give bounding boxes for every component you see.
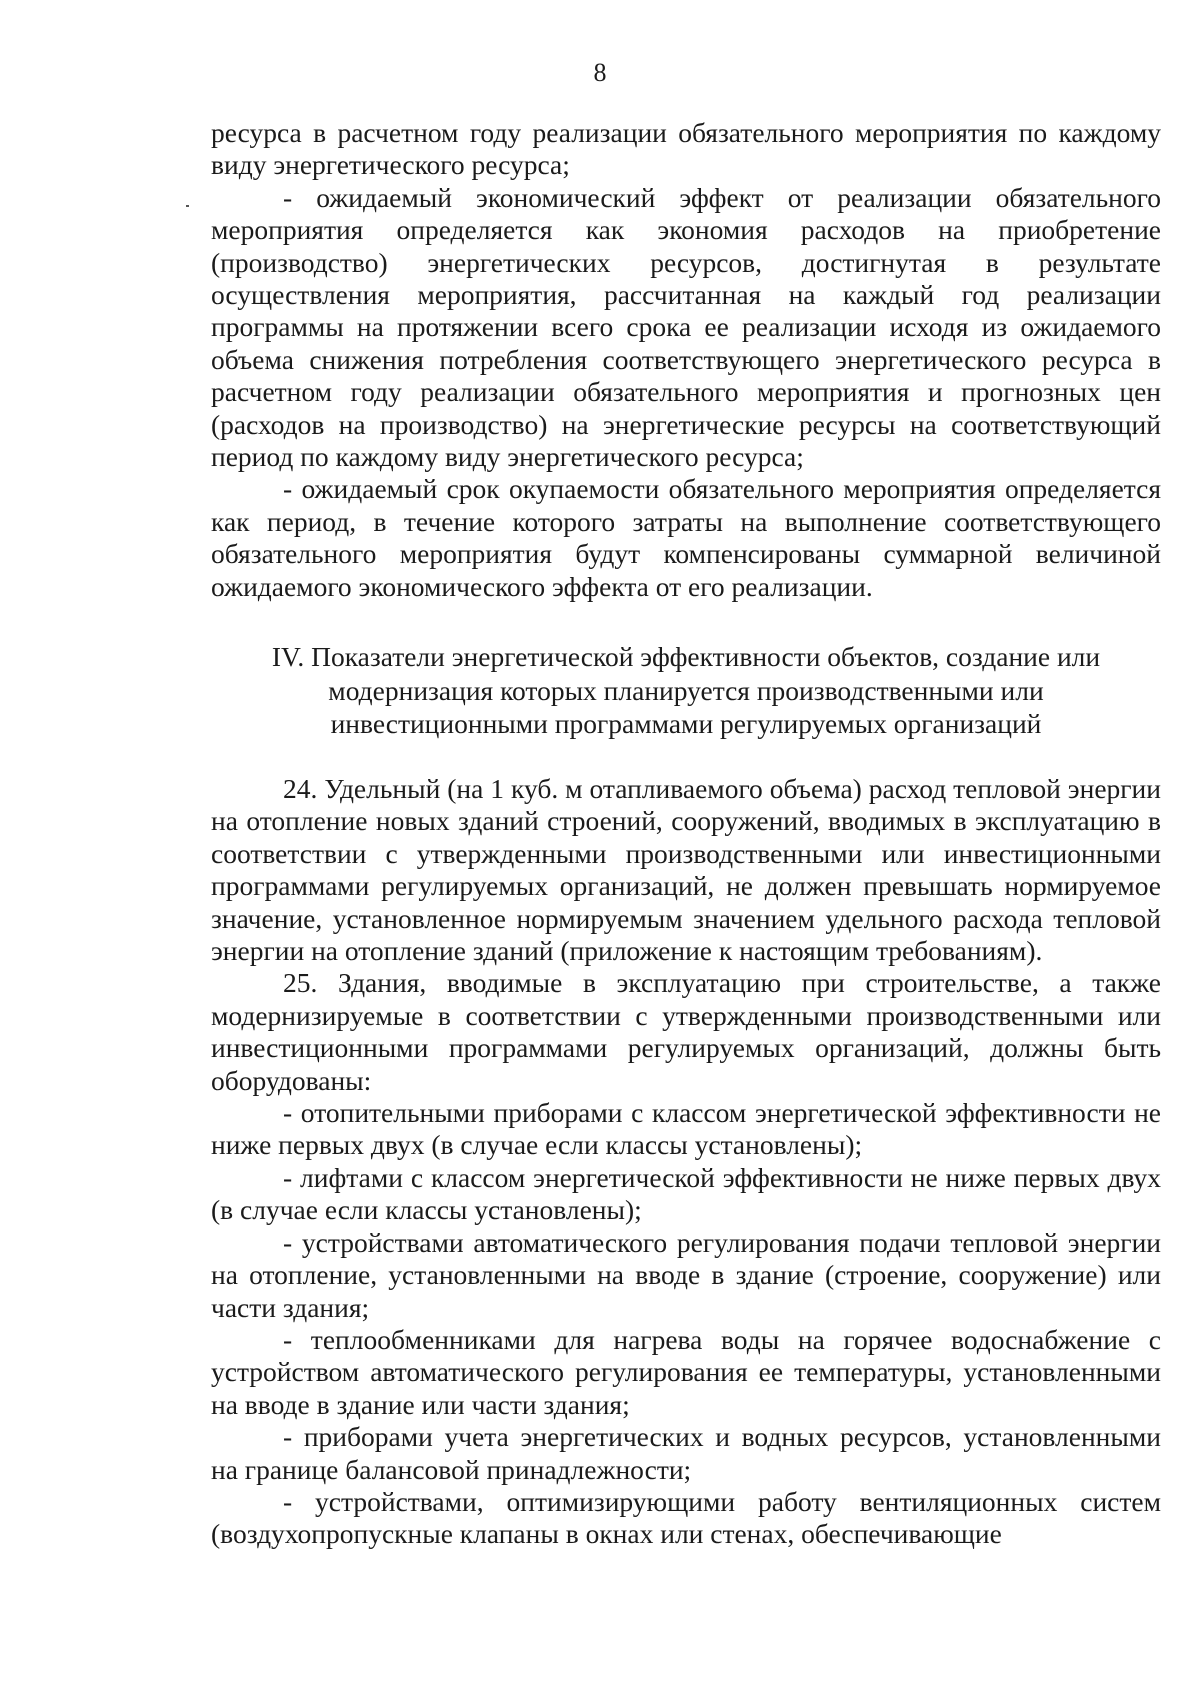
paragraph-24: 24. Удельный (на 1 куб. м отапливаемого объема) расход тепловой энергии на отопление новых зданий строений, сооружений, вводимых в эксплуатацию в соответствии с утвержденными производственными или инвестиционными программами регулируемых организаций, не должен превышать нормируемое значение, установленное нормируемым значением удельного расхода тепловой энергии на отопление зданий (приложение к настоящим требованиям). — [211, 773, 1161, 967]
list-item-metering-devices: - приборами учета энергетических и водных ресурсов, установленными на границе балансовой принадлежности; — [211, 1421, 1161, 1485]
list-item-elevators: - лифтами с классом энергетической эффективности не ниже первых двух (в случае если классы установлены); — [211, 1161, 1161, 1226]
list-item-ventilation-devices: - устройствами, оптимизирующими работу вентиляционных систем (воздухопропускные клапаны в окнах или стенах, обеспечивающие — [211, 1485, 1161, 1550]
paragraph-economic-effect: - ожидаемый экономический эффект от реализации обязательного мероприятия определяется как экономия расходов на приобретение (производство) энергетических ресурсов, достигнутая в результате осуществления мероприятия, рассчитанная на каждый год реализации программы на протяжении всего срока ее реализации исходя из ожидаемого объема снижения потребления соответствующего энергетического ресурса в расчетном году реализации обязательного мероприятия и прогнозных цен (расходов на производство) на энергетические ресурсы на соответствующий период по каждому виду энергетического ресурса; — [211, 181, 1161, 473]
scan-speck — [186, 205, 189, 207]
section-1-text — [211, 117, 1161, 603]
page-number: 8 — [593, 58, 607, 87]
heading-line-2: модернизация которых планируется производственными или — [328, 674, 1044, 706]
heading-line-3: инвестиционными программами регулируемых организаций — [330, 708, 1042, 739]
paragraph-continuation: ресурса в расчетном году реализации обязательного мероприятия по каждому виду энергетического ресурса; — [211, 117, 1161, 181]
heading-line-1: IV. Показатели энергетической эффективности объектов, создание или — [271, 641, 1101, 672]
list-item-heat-exchangers: - теплообменниками для нагрева воды на горячее водоснабжение с устройством автоматического регулирования ее температуры, установленными на вводе в здание или части здания; — [211, 1323, 1161, 1420]
section-heading — [211, 640, 1161, 741]
section-2-text — [211, 773, 1161, 1551]
list-item-heating-devices: - отопительными приборами с классом энергетической эффективности не ниже первых двух (в случае если классы установлены); — [211, 1097, 1161, 1161]
list-item-auto-heat-regulation: - устройствами автоматического регулирования подачи тепловой энергии на отопление, установленными на вводе в здание (строение, сооружение) или части здания; — [211, 1226, 1161, 1323]
paragraph-payback-period: - ожидаемый срок окупаемости обязательного мероприятия определяется как период, в течение которого затраты на выполнение соответствующего обязательного мероприятия будут компенсированы суммарной величиной ожидаемого экономического эффекта от его реализации. — [211, 473, 1161, 602]
paragraph-25: 25. Здания, вводимые в эксплуатацию при строительстве, а также модернизируемые в соответствии с утвержденными производственными или инвестиционными программами регулируемых организаций, должны быть оборудованы: — [211, 967, 1161, 1096]
